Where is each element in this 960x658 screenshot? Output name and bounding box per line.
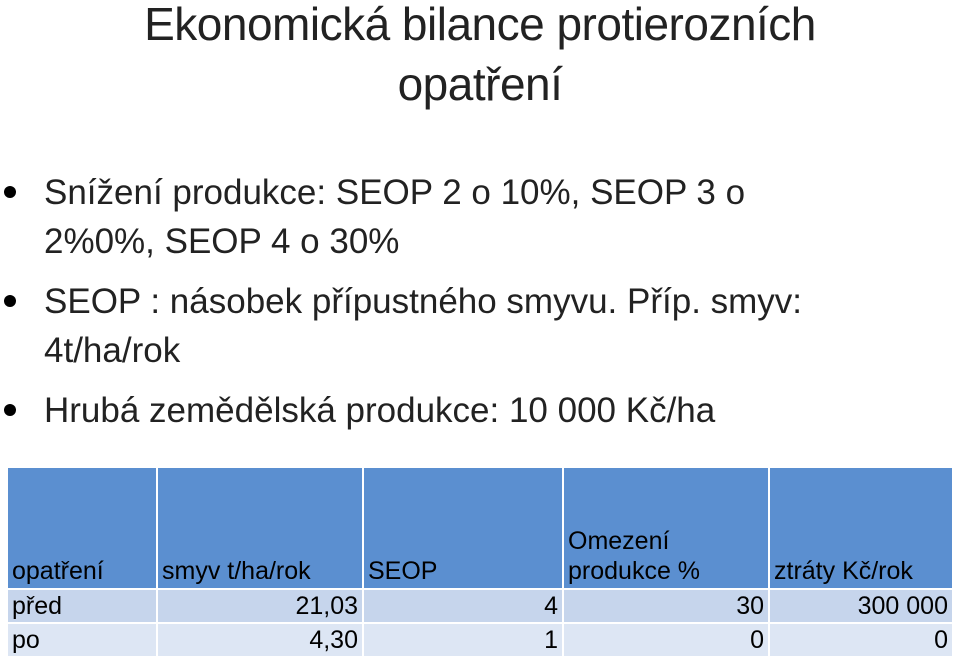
table-row — [7, 589, 953, 623]
cell-smyv: 21,03 — [157, 589, 363, 623]
table-header-row — [7, 467, 953, 589]
bullet-text-line: 2%0%, SEOP 4 o 30% — [44, 222, 400, 261]
bullet-seop-definition — [0, 277, 960, 375]
bullet-gross-production — [0, 386, 960, 435]
bullet-text-line: 4t/ha/rok — [44, 331, 181, 370]
table-row — [7, 623, 953, 657]
cell-ztraty: 0 — [769, 623, 953, 657]
cell-omezeni: 30 — [563, 589, 769, 623]
title-line-1: Ekonomická bilance protierozních — [144, 0, 816, 50]
header-seop: SEOP — [363, 467, 563, 589]
bullet-list — [0, 168, 960, 435]
header-omezeni-line-1: Omezení — [568, 527, 670, 555]
bullet-text-line: Hrubá zemědělská produkce: 10 000 Kč/ha — [44, 391, 716, 430]
cell-omezeni: 0 — [563, 623, 769, 657]
cell-opatreni: po — [7, 623, 157, 657]
header-ztraty: ztráty Kč/rok — [769, 467, 953, 589]
bullet-dot-icon — [4, 295, 16, 307]
bullet-dot-icon — [4, 404, 16, 416]
bullet-text-line: Snížení produkce: SEOP 2 o 10%, SEOP 3 o — [44, 173, 746, 212]
cell-seop: 4 — [363, 589, 563, 623]
title-line-2: opatření — [397, 58, 563, 110]
header-opatreni: opatření — [7, 467, 157, 589]
header-smyv: smyv t/ha/rok — [157, 467, 363, 589]
cell-smyv: 4,30 — [157, 623, 363, 657]
cell-seop: 1 — [363, 623, 563, 657]
header-omezeni-produkce — [563, 467, 769, 589]
balance-table — [6, 466, 954, 658]
bullet-production-reduction — [0, 168, 960, 266]
bullet-text-line: SEOP : násobek přípustného smyvu. Příp. smyv: — [44, 282, 803, 321]
page-title — [0, 0, 960, 114]
header-omezeni-line-2: produkce % — [568, 557, 701, 585]
bullet-dot-icon — [4, 186, 16, 198]
cell-opatreni: před — [7, 589, 157, 623]
cell-ztraty: 300 000 — [769, 589, 953, 623]
